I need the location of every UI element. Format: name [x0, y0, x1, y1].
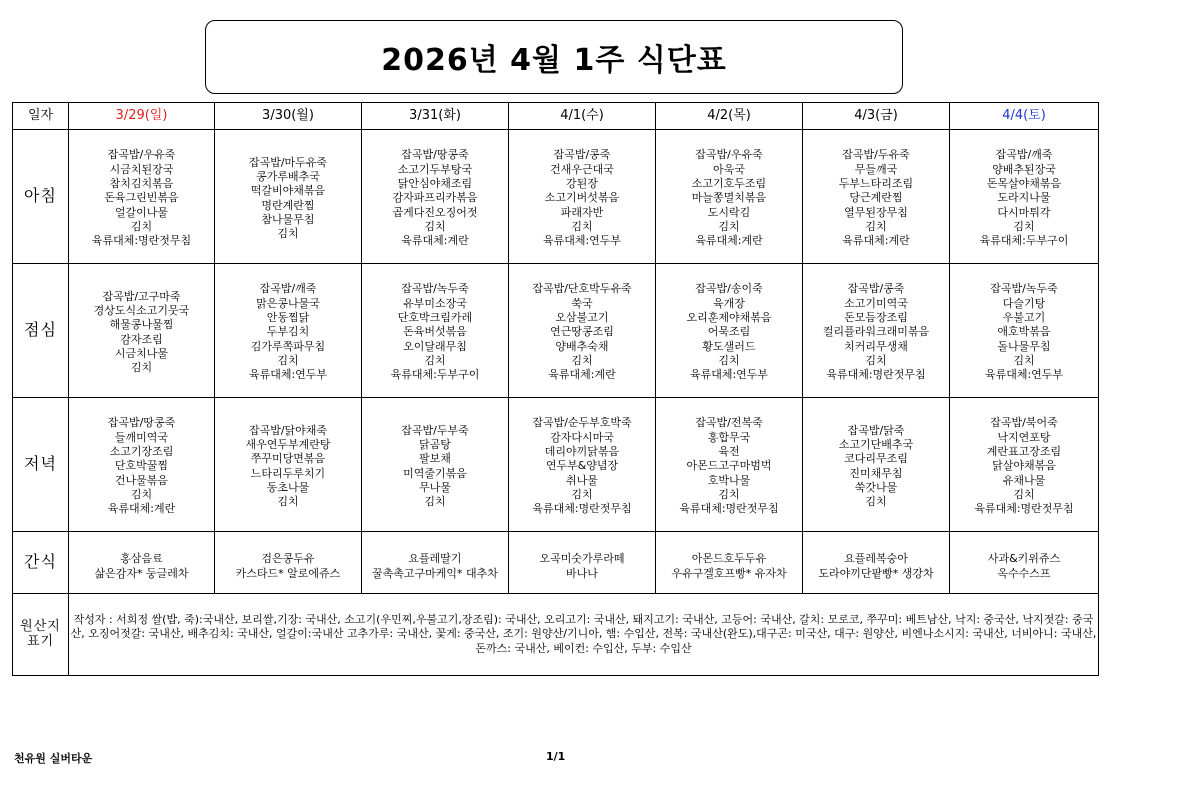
menu-cell-lunch-sat [950, 264, 1099, 398]
menu-item: 아욱국 [713, 162, 745, 176]
menu-item: 당근계란찜 [849, 191, 903, 205]
menu-item: 강된장 [566, 177, 598, 191]
menu-item: 잡곡밥/단호박두유죽 [532, 282, 632, 296]
menu-item: 곱게다진오징어젓 [392, 205, 478, 219]
menu-item: 계란표고장조림 [986, 445, 1062, 459]
meal-label-breakfast: 아침 [13, 130, 69, 264]
menu-item: 무들깨국 [854, 162, 898, 176]
menu-cell-lunch-mon [215, 264, 362, 398]
menu-item: 도시락김 [707, 205, 751, 219]
menu-item: 김치 [1013, 219, 1035, 233]
menu-item: 육류대체:연두부 [248, 368, 328, 382]
menu-item: 쑥갓나물 [854, 480, 898, 494]
title-box [205, 20, 903, 94]
date-header-thu: 4/2(목) [656, 103, 803, 130]
menu-item: 다슬기탕 [1002, 296, 1046, 310]
menu-item: 육류대체:계란 [401, 234, 469, 248]
menu-item: 두부느타리조림 [838, 177, 914, 191]
menu-item: 우유구겔호프빵* 유자차 [671, 566, 787, 580]
menu-item: 육류대체:명란젓무침 [826, 368, 926, 382]
menu-item: 잡곡밥/마두유죽 [248, 155, 328, 169]
menu-item: 육류대체:명란젓무침 [532, 502, 632, 516]
menu-item: 황도샐러드 [702, 339, 756, 353]
date-header-sat: 4/4(토) [950, 103, 1099, 130]
menu-item: 쭈꾸미당면볶음 [250, 452, 326, 466]
lunch-row [13, 264, 1099, 398]
menu-item: 바나나 [566, 566, 598, 580]
menu-item: 잡곡밥/콩죽 [847, 282, 905, 296]
menu-cell-breakfast-tue [362, 130, 509, 264]
menu-cell-breakfast-mon [215, 130, 362, 264]
menu-item: 진미채무침 [849, 466, 903, 480]
menu-item: 연두부&양념장 [545, 459, 619, 473]
menu-item: 김치 [130, 487, 153, 501]
footer-organization: 천유원 실버타운 [14, 752, 93, 765]
menu-item: 육류대체:연두부 [542, 234, 622, 248]
menu-item: 미역줄기볶음 [403, 466, 467, 480]
menu-item: 김치 [277, 353, 299, 367]
menu-item: 두부김치 [266, 325, 310, 339]
menu-item: 아몬드고구마범벅 [686, 459, 772, 473]
menu-cell-snack-sun [69, 532, 215, 594]
menu-item: 오이달래무침 [403, 339, 467, 353]
menu-item: 홍합무국 [707, 430, 751, 444]
menu-cell-dinner-tue [362, 398, 509, 532]
menu-item: 동초나물 [266, 480, 310, 494]
menu-item: 잡곡밥/땅콩죽 [107, 416, 176, 430]
menu-item: 잡곡밥/닭죽 [847, 423, 905, 437]
menu-item: 참나물무침 [261, 212, 315, 226]
menu-item: 참치김치볶음 [109, 177, 174, 191]
menu-item: 맑은콩나물국 [256, 296, 320, 310]
menu-item: 안동찜닭 [266, 311, 310, 325]
menu-item: 꿀촉촉고구마케익* 대추차 [372, 566, 498, 580]
menu-item: 연근땅콩조림 [550, 325, 614, 339]
footer-page-number: 1/1 [546, 750, 566, 763]
menu-item: 잡곡밥/북어죽 [990, 416, 1058, 430]
menu-item: 잡곡밥/닭야채죽 [248, 423, 328, 437]
menu-item: 닭곰탕 [419, 437, 451, 451]
menu-item: 시금치된장국 [109, 162, 174, 176]
menu-item: 팔보채 [419, 452, 451, 466]
menu-item: 요플레복숭아 [844, 552, 908, 566]
menu-item: 잡곡밥/전복죽 [695, 416, 763, 430]
menu-item: 낙지연포탕 [997, 430, 1051, 444]
menu-item: 김치 [865, 219, 887, 233]
menu-item: 마늘쫑멸치볶음 [691, 191, 767, 205]
menu-item: 육류대체:명란젓무침 [974, 502, 1074, 516]
menu-item: 얼갈이나물 [114, 205, 169, 219]
menu-cell-snack-tue [362, 532, 509, 594]
menu-item: 양배추된장국 [992, 162, 1056, 176]
menu-item: 잡곡밥/고구마죽 [102, 289, 181, 303]
menu-item: 육류대체:연두부 [689, 368, 769, 382]
menu-item: 김치 [571, 219, 593, 233]
menu-item: 김치 [424, 495, 446, 509]
menu-item: 김치 [718, 219, 740, 233]
menu-item: 닭살야채볶음 [992, 459, 1056, 473]
menu-item: 김치 [865, 495, 887, 509]
menu-item: 소고기미역국 [844, 296, 908, 310]
menu-item: 요플레딸기 [408, 552, 462, 566]
menu-cell-snack-wed [509, 532, 656, 594]
menu-item: 김치 [277, 227, 299, 241]
menu-item: 육류대체:두부구이 [390, 368, 480, 382]
menu-item: 경상도식소고기뭇국 [93, 303, 190, 317]
menu-item: 소고기장조림 [109, 445, 174, 459]
menu-item: 어묵조림 [707, 325, 751, 339]
menu-item: 김치 [571, 353, 593, 367]
meal-label-snack: 간식 [13, 532, 69, 594]
menu-item: 컬리플라워크래미볶음 [822, 325, 930, 339]
menu-item: 유채나물 [1002, 473, 1046, 487]
meal-label-dinner: 저녁 [13, 398, 69, 532]
menu-item: 사과&키위쥬스 [987, 552, 1061, 566]
menu-item: 도라지나물 [997, 191, 1051, 205]
dinner-row [13, 398, 1099, 532]
menu-item: 김치 [424, 353, 446, 367]
menu-item: 무나물 [419, 480, 451, 494]
menu-item: 잡곡밥/깨죽 [995, 148, 1053, 162]
menu-item: 잡곡밥/두부죽 [401, 423, 469, 437]
origin-text: 작성자 : 서희정 쌀(밥, 죽):국내산, 보리쌀,기장: 국내산, 소고기(우민찌,우불고기,장조림): 국내산, 오리고기: 국내산, 돼지고기: 국내산, 고등어: 국내산, 갈치: 모로코, 쭈꾸미: 베트남산, 낙지: 중국산, 낙지젓갈: 중국산, 오징어젓갈: 국내산, 배추김치: 국내산, 얼갈이:국내산 고추가루: 국내산, 꽃게: 중국산, 조기: 원양산/기니아, 햄: 수입산, 전복: 국내산(완도),대구곤: 미국산, 대구: 원양산, 비엔나소시지: 국내산, 너비아니: 국내산, 돈까스: 국내산, 베이컨: 수입산, 두부: 수입산 [69, 594, 1099, 676]
menu-item: 쑥국 [571, 296, 593, 310]
menu-cell-snack-mon [215, 532, 362, 594]
menu-item: 육류대체:계란 [842, 234, 910, 248]
menu-item: 들깨미역국 [114, 430, 169, 444]
menu-item: 잡곡밥/순두부호박죽 [532, 416, 632, 430]
menu-cell-breakfast-sun [69, 130, 215, 264]
menu-item: 돌나물무침 [997, 339, 1051, 353]
menu-item: 김치 [571, 487, 593, 501]
menu-item: 돈육그린빈볶음 [104, 191, 179, 205]
menu-item: 김가루쪽파무침 [250, 339, 326, 353]
menu-item: 잡곡밥/콩죽 [553, 148, 611, 162]
date-header-label: 일자 [13, 103, 69, 130]
menu-item: 김치 [1013, 487, 1035, 501]
menu-item: 돈육버섯볶음 [403, 325, 467, 339]
menu-cell-dinner-sat [950, 398, 1099, 532]
menu-item: 김치 [865, 353, 887, 367]
menu-item: 단호박크림카레 [397, 311, 473, 325]
menu-item: 김치 [424, 219, 446, 233]
menu-item: 명란계란찜 [261, 198, 315, 212]
menu-item: 잡곡밥/우유죽 [107, 148, 176, 162]
menu-item: 새우연두부계란탕 [245, 437, 331, 451]
menu-item: 코다리무조림 [844, 452, 908, 466]
menu-item: 소고기두부탕국 [397, 162, 473, 176]
menu-item: 감자다시마국 [550, 430, 614, 444]
menu-item: 건나물볶음 [114, 473, 169, 487]
header-row [13, 103, 1099, 130]
menu-item: 검은콩두유 [261, 552, 315, 566]
menu-item: 육류대체:계란 [107, 502, 176, 516]
page-title: 2026년 4월 1주 식단표 [381, 43, 727, 78]
menu-item: 육류대체:두부구이 [979, 234, 1069, 248]
menu-item: 치커리무생채 [844, 339, 908, 353]
menu-cell-lunch-fri [803, 264, 950, 398]
menu-cell-dinner-thu [656, 398, 803, 532]
date-header-sun: 3/29(일) [69, 103, 215, 130]
menu-item: 파래자반 [560, 205, 604, 219]
menu-item: 옥수수스프 [997, 566, 1051, 580]
menu-cell-lunch-thu [656, 264, 803, 398]
menu-item: 잡곡밥/송이죽 [695, 282, 763, 296]
menu-cell-dinner-fri [803, 398, 950, 532]
menu-item: 우불고기 [1002, 311, 1046, 325]
menu-item: 잡곡밥/우유죽 [695, 148, 763, 162]
menu-item: 잡곡밥/깨죽 [259, 282, 317, 296]
menu-cell-breakfast-thu [656, 130, 803, 264]
menu-item: 단호박꿀찜 [114, 459, 169, 473]
menu-item: 김치 [130, 219, 153, 233]
menu-item: 돈목살야채볶음 [986, 177, 1062, 191]
menu-item: 열무된장무침 [844, 205, 908, 219]
date-header-tue: 3/31(화) [362, 103, 509, 130]
menu-item: 양배추숙채 [555, 339, 609, 353]
menu-item: 잡곡밥/녹두죽 [990, 282, 1058, 296]
menu-cell-lunch-wed [509, 264, 656, 398]
menu-item: 다시마튀각 [997, 205, 1051, 219]
breakfast-row [13, 130, 1099, 264]
menu-item: 소고기단배추국 [838, 437, 914, 451]
menu-item: 김치 [130, 361, 153, 375]
menu-cell-dinner-mon [215, 398, 362, 532]
menu-item: 잡곡밥/녹두죽 [401, 282, 469, 296]
origin-row [13, 594, 1099, 676]
menu-item: 홍삼음료 [120, 552, 163, 566]
menu-cell-lunch-tue [362, 264, 509, 398]
menu-cell-snack-fri [803, 532, 950, 594]
menu-item: 건새우근대국 [550, 162, 614, 176]
menu-item: 김치 [718, 353, 740, 367]
menu-table [12, 102, 1099, 676]
menu-cell-breakfast-fri [803, 130, 950, 264]
menu-cell-dinner-sun [69, 398, 215, 532]
menu-item: 애호박볶음 [997, 325, 1051, 339]
menu-item: 호박나물 [707, 473, 751, 487]
menu-item: 오곡미숫가루라떼 [539, 552, 625, 566]
menu-item: 삶은감자* 둥글레차 [94, 566, 189, 580]
menu-item: 감자파프리카볶음 [392, 191, 478, 205]
date-header-fri: 4/3(금) [803, 103, 950, 130]
menu-item: 김치 [718, 487, 740, 501]
menu-item: 소고기호두조림 [691, 177, 767, 191]
menu-item: 돈모듬장조림 [844, 311, 908, 325]
menu-item: 유부미소장국 [403, 296, 467, 310]
menu-item: 육개장 [713, 296, 745, 310]
origin-label: 원산지 표기 [13, 594, 69, 676]
date-header-mon: 3/30(월) [215, 103, 362, 130]
snack-row [13, 532, 1099, 594]
menu-item: 김치 [1013, 353, 1035, 367]
menu-item: 육류대체:계란 [695, 234, 763, 248]
menu-cell-snack-thu [656, 532, 803, 594]
menu-item: 취나물 [566, 473, 598, 487]
date-header-wed: 4/1(수) [509, 103, 656, 130]
menu-item: 도라야끼단팥빵* 생강차 [818, 566, 934, 580]
menu-item: 오삼불고기 [555, 311, 609, 325]
menu-item: 콩가루배추국 [256, 169, 320, 183]
menu-item: 해물콩나물찜 [109, 318, 174, 332]
menu-item: 잡곡밥/땅콩죽 [401, 148, 469, 162]
menu-item: 감자조림 [120, 332, 163, 346]
menu-item: 소고기버섯볶음 [544, 191, 620, 205]
menu-item: 김치 [277, 495, 299, 509]
menu-item: 닭안심야채조림 [397, 177, 473, 191]
menu-item: 느타리두루치기 [250, 466, 326, 480]
menu-item: 오리훈제야채볶음 [686, 311, 772, 325]
menu-item: 시금치나물 [114, 346, 169, 360]
menu-item: 떡갈비야채볶음 [250, 184, 326, 198]
menu-item: 잡곡밥/두유죽 [842, 148, 910, 162]
menu-cell-lunch-sun [69, 264, 215, 398]
menu-cell-breakfast-sat [950, 130, 1099, 264]
menu-item: 육류대체:명란젓무침 [679, 502, 779, 516]
menu-cell-breakfast-wed [509, 130, 656, 264]
meal-label-lunch: 점심 [13, 264, 69, 398]
menu-item: 육류대체:명란젓무침 [91, 234, 192, 248]
menu-item: 아몬드호두두유 [691, 552, 767, 566]
menu-item: 데리야끼닭볶음 [544, 445, 620, 459]
menu-item: 육류대체:연두부 [984, 368, 1064, 382]
menu-item: 카스타드* 알로에쥬스 [235, 566, 341, 580]
menu-cell-dinner-wed [509, 398, 656, 532]
menu-cell-snack-sat [950, 532, 1099, 594]
menu-item: 육류대체:계란 [548, 368, 616, 382]
menu-item: 육전 [718, 445, 740, 459]
